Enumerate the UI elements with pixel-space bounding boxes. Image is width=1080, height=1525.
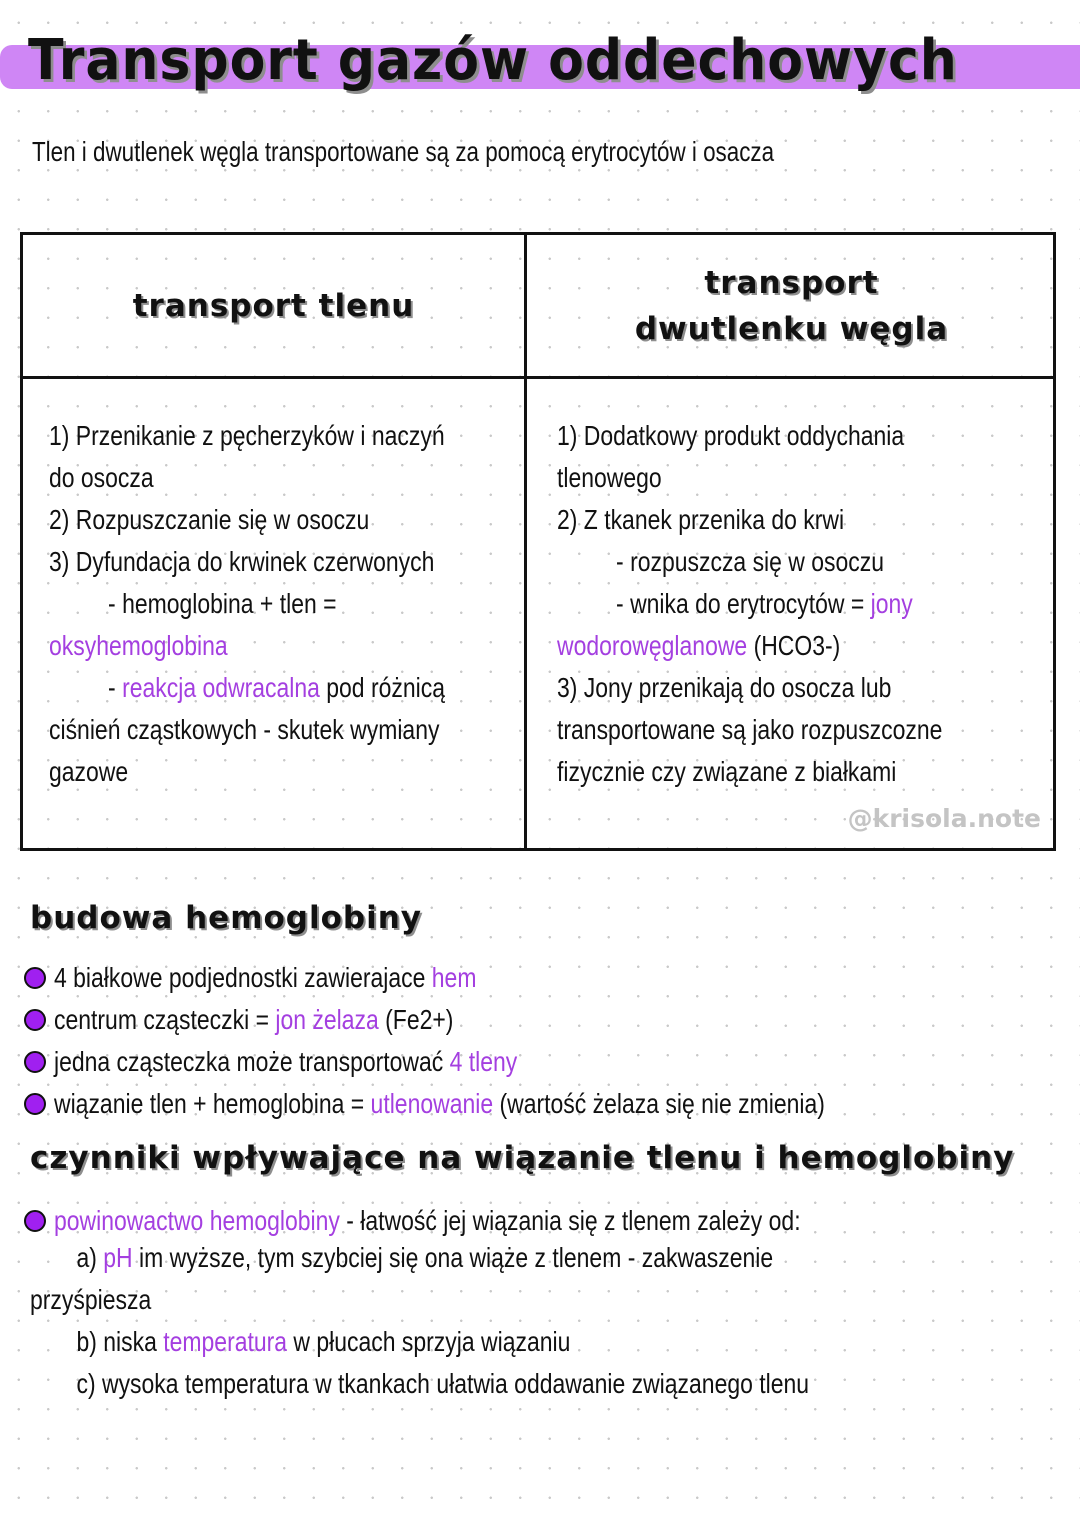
text: -: [108, 672, 123, 703]
intro-text: Tlen i dwutlenek węgla transportowane są za pomocą erytrocytów i osacza: [32, 136, 775, 167]
oxygen-transport-cell: [49, 415, 508, 793]
text-line: fizycznie czy związane z białkami: [557, 756, 897, 787]
highlighted-term: jony: [870, 588, 913, 619]
bullet-dot-icon: [24, 1093, 46, 1115]
header-text: transport tlenu: [132, 287, 415, 324]
header-co2-transport: [527, 235, 1056, 376]
text-line: [49, 667, 508, 709]
factor-c: c) wysoka temperatura w tkankach ułatwia oddawanie związanego tlenu: [76, 1368, 810, 1399]
list-item: [24, 999, 994, 1041]
list-item-text: [54, 1088, 825, 1120]
text: a): [76, 1242, 104, 1273]
text-line: gazowe: [49, 756, 129, 787]
bullet-dot-icon: [24, 1051, 46, 1073]
text-line: 3) Dyfundacja do krwinek czerwonych: [49, 546, 435, 577]
text-line: [557, 583, 1049, 625]
text-line: 1) Dodatkowy produkt oddychania: [557, 420, 905, 451]
bullet-dot-icon: [24, 967, 46, 989]
list-item: [24, 1041, 994, 1083]
highlighted-term: pH: [103, 1242, 133, 1273]
text-line: 2) Z tkanek przenika do krwi: [557, 504, 845, 535]
text-line: ciśnień cząstkowych - skutek wymiany: [49, 714, 440, 745]
factors-list: [24, 1200, 981, 1410]
highlighted-term: 4 tleny: [449, 1046, 518, 1077]
factor-a: [24, 1242, 809, 1284]
highlighted-term: reakcja odwracalna: [122, 672, 320, 703]
highlighted-term: oksyhemoglobina: [49, 630, 228, 661]
text-line: 3) Jony przenikają do osocza lub: [557, 672, 892, 703]
text: (Fe2+): [378, 1004, 454, 1035]
text-line: - hemoglobina + tlen =: [108, 588, 337, 619]
header-oxygen-transport: [23, 235, 524, 376]
page-title: Transport gazów oddechowych: [28, 28, 958, 93]
section-title-factors: czynniki wpływające na wiązanie tlenu i hemoglobiny: [30, 1140, 1015, 1176]
text: centrum cząsteczki =: [54, 1004, 276, 1035]
header-text-line2: dwutlenku węgla: [634, 310, 949, 347]
list-item-text: [54, 962, 476, 994]
text: pod różnicą: [319, 672, 445, 703]
text: im wyższe, tym szybciej się ona wiąże z tlenem - zakwaszenie: [132, 1242, 774, 1273]
highlighted-term: wodorowęglanowe: [557, 630, 748, 661]
text: jedna cząsteczka może transportować: [54, 1046, 450, 1077]
section-title-hemoglobin: budowa hemoglobiny: [30, 900, 422, 936]
factor-a-continuation: przyśpiesza: [30, 1284, 152, 1315]
text: wiązanie tlen + hemoglobina =: [54, 1088, 371, 1119]
highlighted-term: hem: [431, 962, 477, 993]
header-text-line1: transport: [704, 264, 879, 301]
text-line: do osocza: [49, 462, 154, 493]
text: b) niska: [76, 1326, 164, 1357]
table-header-divider: [23, 376, 1053, 379]
text: w płucach sprzyja wiązaniu: [287, 1326, 571, 1357]
text-line: - rozpuszcza się w osoczu: [616, 546, 885, 577]
list-item-text: [54, 1046, 517, 1078]
hemoglobin-bullet-list: [24, 957, 994, 1125]
bullet-dot-icon: [24, 1009, 46, 1031]
highlighted-term: temperatura: [163, 1326, 288, 1357]
comparison-table: [20, 232, 1056, 851]
watermark: @krisola.note: [847, 804, 1041, 833]
text: 4 białkowe podjednostki zawierajace: [54, 962, 432, 993]
text: (wartość żelaza się nie zmienia): [493, 1088, 825, 1119]
highlighted-term: utlenowanie: [370, 1088, 494, 1119]
highlighted-term: jon żelaza: [275, 1004, 379, 1035]
factor-b: [24, 1326, 809, 1368]
bullet-dot-icon: [24, 1210, 46, 1232]
text-line: [557, 625, 1049, 667]
list-item: [24, 957, 994, 999]
list-item: [24, 1083, 994, 1125]
text-line: transportowane są jako rozpuszcozne: [557, 714, 943, 745]
text: - łatwość jej wiązania się z tlenem zależy od:: [339, 1205, 801, 1236]
text-line: 2) Rozpuszczanie się w osoczu: [49, 504, 370, 535]
list-item-text: [54, 1004, 453, 1036]
highlighted-term: powinowactwo hemoglobiny: [54, 1205, 340, 1236]
co2-transport-cell: [557, 415, 1049, 793]
list-item: [24, 1200, 981, 1242]
text: - wnika do erytrocytów =: [616, 588, 871, 619]
text-line: tlenowego: [557, 462, 662, 493]
text: (HCO3-): [747, 630, 841, 661]
list-item-text: [54, 1205, 801, 1237]
text-line: 1) Przenikanie z pęcherzyków i naczyń: [49, 420, 445, 451]
